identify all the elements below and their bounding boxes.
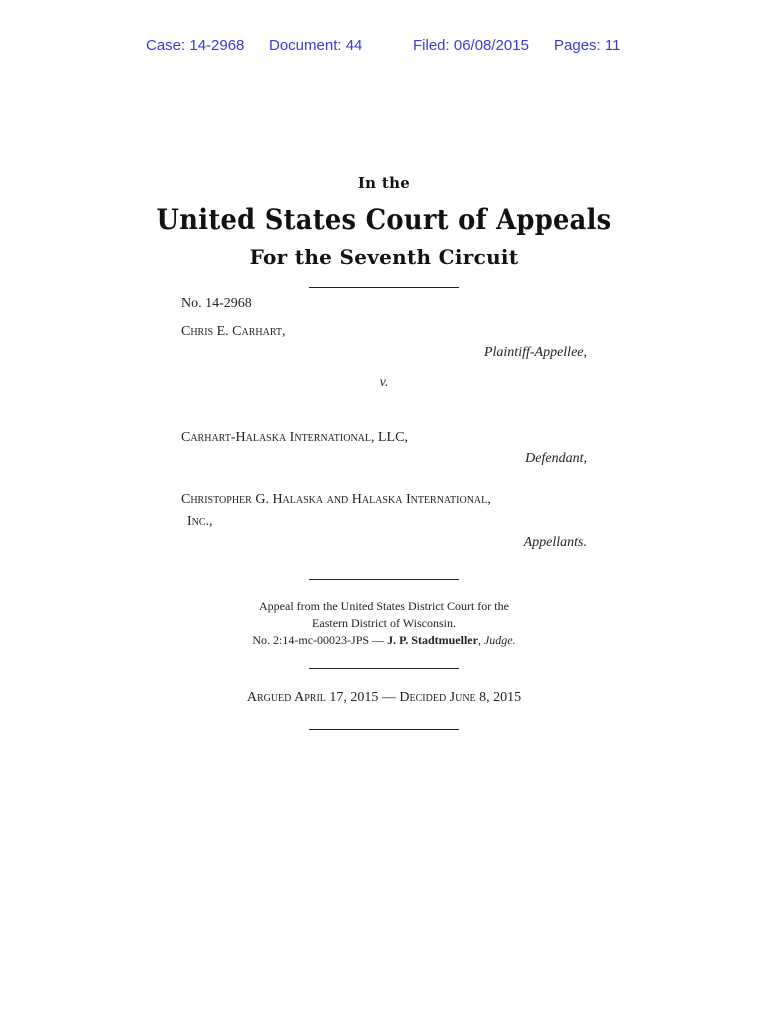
circuit-heading: For the Seventh Circuit: [249, 245, 519, 269]
judge-title: Judge.: [483, 633, 516, 647]
filed-date-header: Filed: 06/08/2015: [413, 37, 529, 54]
appeal-line-2: Eastern District of Wisconsin.: [312, 616, 456, 630]
filing-header: [0, 37, 768, 57]
party-appellants-line1: Christopher G. Halaska and Halaska International,: [181, 492, 491, 507]
party-plaintiff: Chris E. Carhart,: [181, 324, 286, 339]
judge-name: J. P. Stadtmueller: [387, 633, 478, 647]
role-defendant: Defendant,: [525, 451, 587, 466]
page-count-header: Pages: 11: [554, 37, 621, 54]
argued-decided-dates: Argued April 17, 2015 — Decided June 8, 2015: [246, 690, 522, 705]
document-number-header: Document: 44: [269, 37, 363, 54]
role-appellants: Appellants.: [523, 535, 587, 550]
versus-label: v.: [379, 375, 389, 390]
divider-rule: [309, 287, 459, 288]
district-case-number: No. 2:14-mc-00023-JPS —: [252, 633, 388, 647]
case-number-header: Case: 14-2968: [146, 37, 245, 54]
court-name-heading: United States Court of Appeals: [156, 203, 612, 236]
party-defendant: Carhart-Halaska International, LLC,: [181, 430, 408, 445]
party-appellants-line2: Inc.,: [187, 514, 213, 529]
appeal-line-1: Appeal from the United States District Court for the: [259, 599, 509, 613]
divider-rule: [309, 729, 459, 730]
divider-rule: [309, 579, 459, 580]
divider-rule: [309, 668, 459, 669]
in-the-heading: In the: [357, 174, 411, 192]
docket-number: No. 14-2968: [181, 296, 252, 311]
judge-separator: ,: [477, 633, 484, 647]
appeal-line-3: [0, 632, 768, 649]
appeal-info: [0, 598, 768, 649]
role-plaintiff: Plaintiff-Appellee,: [483, 345, 587, 360]
